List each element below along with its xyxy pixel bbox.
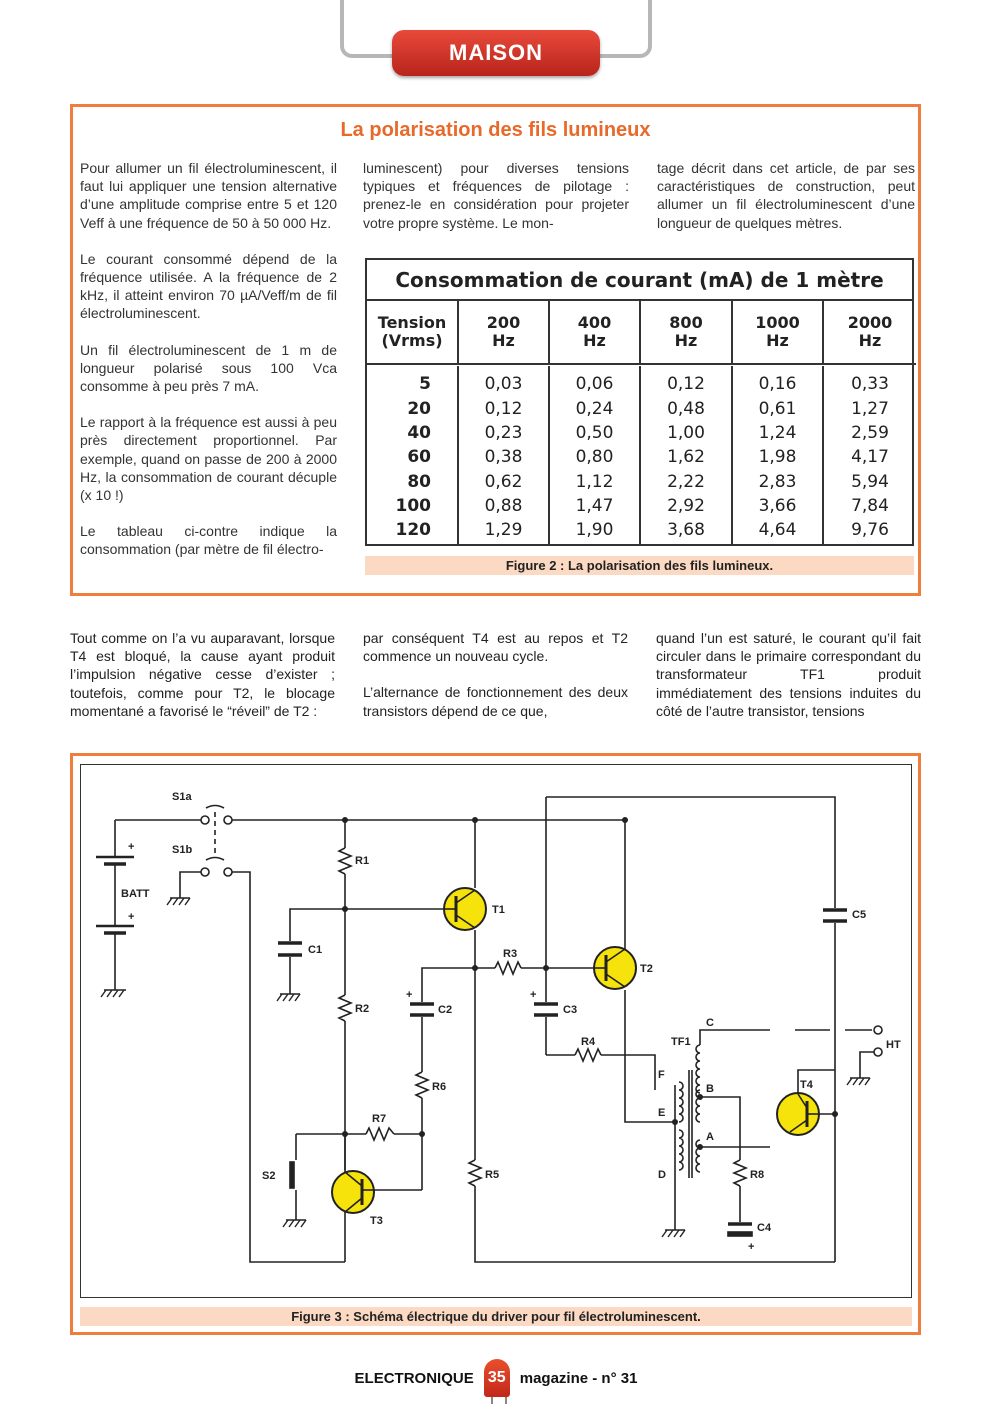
transistor-t3 xyxy=(332,1171,374,1213)
table-cell: 0,24 xyxy=(575,398,614,419)
label-pin-c: C xyxy=(706,1017,714,1029)
table-cell: 0,61 xyxy=(758,398,797,419)
transistor-t1 xyxy=(444,888,486,930)
label-r4: R4 xyxy=(581,1036,596,1048)
label-pin-f: F xyxy=(658,1069,665,1081)
label-r5: R5 xyxy=(485,1169,500,1181)
box-column-2: luminescent) pour diverses tensions typiques et fréquences de pilotage : prenez-le en considération pour projeter votre propre système. Le mon- xyxy=(363,160,629,231)
table-header: 200 Hz xyxy=(459,301,550,365)
page-number: 35 xyxy=(487,1369,506,1386)
label-c5: C5 xyxy=(852,909,867,921)
paragraph: Le tableau ci-contre indique la consommation (par mètre de fil électro- xyxy=(80,523,337,558)
label-ht: HT xyxy=(886,1039,901,1051)
table-cell: 4,17 xyxy=(851,447,889,468)
label-t3: T3 xyxy=(370,1215,383,1227)
table-cell: 2,59 xyxy=(851,423,889,444)
table-cell: 1,00 xyxy=(667,423,705,444)
table-cell: 2,83 xyxy=(758,471,797,492)
table-cell: 0,12 xyxy=(667,374,705,395)
transistor-t4 xyxy=(777,1093,819,1135)
table-cell: 0,06 xyxy=(575,374,614,395)
label-r1: R1 xyxy=(355,855,370,867)
table-header: 2000 Hz xyxy=(824,301,916,365)
page-footer xyxy=(0,1366,992,1390)
table-cell: 2,92 xyxy=(667,495,705,516)
paragraph: L’alternance de fonctionnement des deux transistors dépend de ce que, xyxy=(363,684,628,719)
label-s1b: S1b xyxy=(172,844,193,856)
table-cell: 0,12 xyxy=(484,398,523,419)
table-cell: 60 xyxy=(407,447,431,468)
label-tf1: TF1 xyxy=(671,1036,691,1048)
paragraph: par conséquent T4 est au repos et T2 commence un nouveau cycle. xyxy=(363,630,628,665)
label-pin-d: D xyxy=(658,1169,666,1181)
table-header: 400 Hz xyxy=(550,301,641,365)
label-r7: R7 xyxy=(372,1113,387,1125)
table-cell: 0,16 xyxy=(758,374,797,395)
table-cell: 1,90 xyxy=(575,520,614,541)
section-label: MAISON xyxy=(392,30,600,76)
body-column-3: quand l’un est saturé, le courant qu’il fait circuler dans le primaire correspondant du transformateur TF1 produit immédiatement des tensions induites du côté de l’autre transistor, tensions xyxy=(656,630,921,719)
table-cell: 1,62 xyxy=(667,447,705,468)
table-cell: 40 xyxy=(407,423,431,444)
label-r2: R2 xyxy=(355,1003,370,1015)
issue-number: magazine - n° 31 xyxy=(519,1369,638,1387)
label-c3: C3 xyxy=(563,1004,578,1016)
table-cell: 1,24 xyxy=(758,423,797,444)
transistor-t2 xyxy=(594,947,636,989)
table-cell: 1,29 xyxy=(484,520,523,541)
table-cell: 1,27 xyxy=(851,398,889,419)
box-column-3: tage décrit dans cet article, de par ses caractéristiques de construction, peut allumer un fil électroluminescent d’une longueur de quelques mètres. xyxy=(657,160,915,231)
table-cell: 80 xyxy=(407,471,431,492)
table-header: Tension (Vrms) xyxy=(367,301,459,365)
label-t2: T2 xyxy=(640,963,653,975)
table-cell: 7,84 xyxy=(851,495,889,516)
label-r3: R3 xyxy=(503,948,518,960)
label-t4: T4 xyxy=(800,1079,813,1091)
label-c2: C2 xyxy=(438,1004,453,1016)
label-pin-a: A xyxy=(706,1131,714,1143)
label-c1: C1 xyxy=(308,944,323,956)
table-cell: 3,68 xyxy=(667,520,705,541)
table-cell: 3,66 xyxy=(758,495,797,516)
table-cell: 0,38 xyxy=(484,447,523,468)
paragraph: Un fil électroluminescent de 1 m de longueur polarisé sous 100 Vca consomme à peu près 7 mA. xyxy=(80,341,337,395)
figure-caption: Figure 2 : La polarisation des fils lumineux. xyxy=(365,556,914,575)
magazine-name: ELECTRONIQUE xyxy=(354,1369,474,1387)
table-header: 1000 Hz xyxy=(733,301,824,365)
label-pin-e: E xyxy=(658,1107,666,1119)
label-r8: R8 xyxy=(750,1169,765,1181)
table-header: 800 Hz xyxy=(641,301,733,365)
figure-caption: Figure 3 : Schéma électrique du driver pour fil électroluminescent. xyxy=(80,1307,912,1326)
label-plus: + xyxy=(128,841,135,853)
table-cell: 0,03 xyxy=(484,374,523,395)
label-plus: + xyxy=(406,989,413,1001)
label-batt: BATT xyxy=(121,888,150,900)
page-number-led-icon xyxy=(484,1359,510,1397)
table-cell: 0,50 xyxy=(575,423,614,444)
body-column-1: Tout comme on l’a vu auparavant, lorsque T4 est bloqué, la cause ayant produit l’impulsion négative cesse d’exister ; toutefois, comme pour T2, le blocage momentané a favorisé le “réveil” de T2 : xyxy=(70,630,335,719)
table-cell: 20 xyxy=(407,398,431,419)
paragraph: Le courant consommé dépend de la fréquence utilisée. A la fréquence de 2 kHz, il atteint environ 70 µA/Veff/m de fil électroluminescent. xyxy=(80,250,337,322)
table-cell: 0,80 xyxy=(575,447,614,468)
table-cell: 1,98 xyxy=(758,447,797,468)
table-cell: 5 xyxy=(419,374,431,395)
label-s1a: S1a xyxy=(172,791,192,803)
table-cell: 0,48 xyxy=(667,398,705,419)
paragraph: Le rapport à la fréquence est aussi à peu près directement proportionnel. Par exemple, quand on passe de 200 à 2000 Hz, la consommation de courant décuple (x 10 !) xyxy=(80,414,337,504)
table-cell: 0,88 xyxy=(484,495,523,516)
label-plus: + xyxy=(128,911,135,923)
label-plus: + xyxy=(530,989,537,1001)
label-t1: T1 xyxy=(492,904,505,916)
table-cell: 120 xyxy=(395,520,431,541)
table-cell: 4,64 xyxy=(758,520,797,541)
table-title: Consommation de courant (mA) de 1 mètre xyxy=(365,258,914,300)
paragraph: Pour allumer un fil électroluminescent, il faut lui appliquer une tension alternative d’une amplitude comprise entre 5 et 120 Veff à une fréquence de 50 à 50 000 Hz. xyxy=(80,160,337,231)
table-cell: 100 xyxy=(395,495,431,516)
table-cell: 5,94 xyxy=(851,471,889,492)
label-s2: S2 xyxy=(262,1170,276,1182)
label-c4: C4 xyxy=(757,1222,772,1234)
table-cell: 2,22 xyxy=(667,471,705,492)
label-r6: R6 xyxy=(432,1081,447,1093)
label-pin-b: B xyxy=(706,1083,714,1095)
box-title: La polarisation des fils lumineux xyxy=(340,119,651,141)
table-cell: 1,12 xyxy=(575,471,614,492)
table-cell: 0,33 xyxy=(851,374,889,395)
table-cell: 9,76 xyxy=(851,520,889,541)
table-cell: 1,47 xyxy=(575,495,614,516)
label-plus: + xyxy=(748,1241,755,1253)
table-cell: 0,62 xyxy=(484,471,523,492)
table-cell: 0,23 xyxy=(484,423,523,444)
